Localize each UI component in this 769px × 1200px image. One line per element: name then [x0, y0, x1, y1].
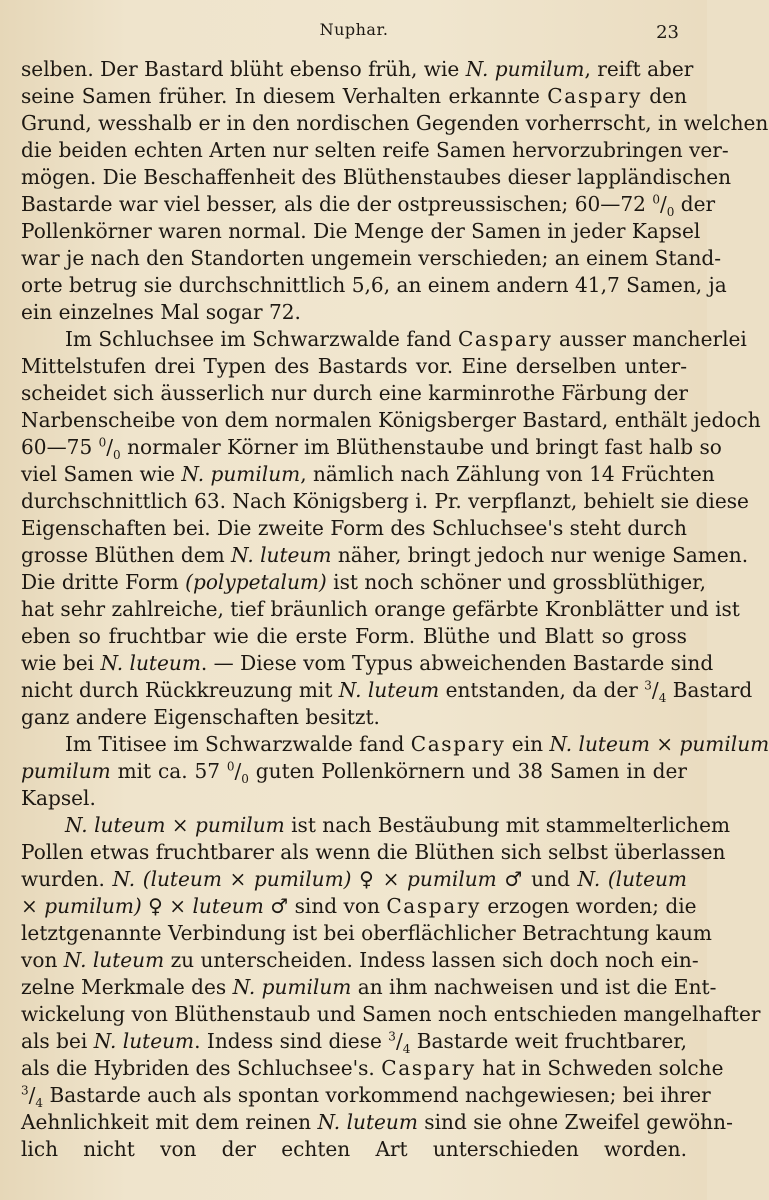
- text-span: sind sie ohne Zweifel gewöhn-: [417, 1110, 733, 1134]
- text-span: Eigenschaften bei. Die zweite Form des Schluchsee's steht durch: [21, 516, 687, 540]
- text-line: [21, 677, 753, 706]
- text-line: [21, 245, 722, 272]
- spaced-name: Caspary: [457, 327, 553, 351]
- text-line: [21, 785, 687, 812]
- text-span: . — Diese vom Typus abweichenden Bastarde sind: [200, 651, 714, 675]
- text-line: [21, 974, 717, 1001]
- text-line: [21, 272, 727, 299]
- text-span: zelne Merkmale des: [21, 975, 233, 999]
- text-span: 0: [666, 205, 675, 220]
- text-line: [21, 758, 687, 785]
- text-line: [21, 380, 687, 407]
- running-title: Nuphar.: [319, 20, 389, 39]
- italic-taxon: N. pumilum: [465, 57, 585, 81]
- text-span: ♀ ×: [351, 867, 408, 891]
- italic-taxon: (polypetalum): [185, 570, 327, 594]
- text-line: [21, 1109, 733, 1136]
- italic-taxon: N. luteum: [100, 651, 201, 675]
- italic-taxon: pumilum: [21, 759, 111, 783]
- italic-taxon: N. luteum: [231, 543, 332, 567]
- text-span: wurden.: [21, 867, 113, 891]
- text-span: den: [641, 84, 688, 108]
- italic-taxon: pumilum: [679, 732, 769, 756]
- text-span: ein: [505, 732, 550, 756]
- text-line: [21, 623, 687, 650]
- italic-taxon: N. luteum: [317, 1110, 418, 1134]
- text-span: ganz andere Eigenschaften besitzt.: [21, 705, 380, 729]
- text-span: ist nach Bestäubung mit stammelterlichem: [284, 813, 731, 837]
- text-span: eben so fruchtbar wie die erste Form. Blüthe und Blatt so gross: [21, 624, 687, 648]
- text-span: Im Titisee im Schwarzwalde fand: [65, 732, 411, 756]
- text-span: /: [395, 1029, 403, 1053]
- text-span: durchschnittlich 63. Nach Königsberg i. Pr. verpflanzt, behielt sie diese: [21, 489, 749, 513]
- text-span: Bastarde weit fruchtbarer,: [410, 1029, 687, 1053]
- page-header: [21, 0, 687, 56]
- text-line: [21, 704, 687, 731]
- text-line: [21, 299, 687, 326]
- italic-taxon: N. (luteum: [577, 867, 687, 891]
- text-span: Bastarde auch als spontan vorkommend nachgewiesen; bei ihrer: [43, 1083, 711, 1107]
- text-span: Kapsel.: [21, 786, 96, 810]
- text-span: zu unterscheiden. Indess lassen sich doch noch ein-: [164, 948, 699, 972]
- text-line: [21, 110, 769, 137]
- italic-taxon: N. (luteum × pumilum): [112, 867, 352, 891]
- text-line: [21, 650, 714, 677]
- text-span: ausser mancherlei: [552, 327, 747, 351]
- text-span: an ihm nachweisen und ist die Ent-: [351, 975, 717, 999]
- text-span: 0: [226, 759, 235, 774]
- text-line: [21, 164, 732, 191]
- text-line: [21, 893, 697, 920]
- text-line: [21, 56, 694, 83]
- text-span: Pollenkörner waren normal. Die Menge der Samen in jeder Kapsel: [21, 219, 701, 243]
- text-span: entstanden, da der: [439, 678, 645, 702]
- text-span: Aehnlichkeit mit dem reinen: [21, 1110, 318, 1134]
- text-span: ♂ und: [496, 867, 578, 891]
- text-line: [21, 434, 722, 463]
- text-span: Bastard: [666, 678, 753, 702]
- text-span: 0: [113, 448, 121, 463]
- text-span: mit ca. 57: [110, 759, 227, 783]
- text-span: hat sehr zahlreiche, tief bräunlich orange gefärbte Kronblätter und ist: [21, 597, 740, 621]
- text-span: war je nach den Standorten ungemein verschieden; an einem Stand-: [21, 246, 722, 270]
- text-line: [21, 1028, 687, 1055]
- text-line: [21, 596, 740, 623]
- spaced-name: Caspary: [410, 732, 506, 756]
- text-span: 0: [98, 435, 107, 450]
- text-span: Bastarde war viel besser, als die der ostpreussischen; 60—72: [21, 192, 653, 216]
- italic-taxon: N. luteum × pumilum: [65, 813, 285, 837]
- text-span: selben. Der Bastard blüht ebenso früh, wie: [21, 57, 466, 81]
- text-span: scheidet sich äusserlich nur durch eine karminrothe Färbung der: [21, 381, 688, 405]
- text-span: orte betrug sie durchschnittlich 5,6, an einem andern 41,7 Samen, ja: [21, 273, 727, 297]
- italic-taxon: N. pumilum: [232, 975, 352, 999]
- text-line: [21, 866, 687, 893]
- text-span: wickelung von Blüthenstaub und Samen noch entschieden mangelhafter: [21, 1002, 761, 1026]
- text-span: der: [674, 192, 716, 216]
- text-line: [21, 1055, 724, 1082]
- page-number: 23: [656, 22, 679, 43]
- text-line: [21, 488, 749, 515]
- text-span: 0: [241, 772, 249, 787]
- text-span: die beiden echten Arten nur selten reife Samen hervorzubringen ver-: [21, 138, 729, 162]
- text-line: [21, 83, 687, 110]
- text-span: /: [28, 1083, 36, 1107]
- spaced-name: Caspary: [547, 84, 642, 108]
- text-span: lich nicht von der echten Art unterschieden worden.: [21, 1137, 687, 1161]
- text-line: [21, 920, 712, 947]
- text-span: Pollen etwas fruchtbarer als wenn die Blüthen sich selbst überlassen: [21, 840, 726, 864]
- text-span: Grund, wesshalb er in den nordischen Gegenden vorherrscht, in welchen: [21, 111, 769, 135]
- text-line: [21, 515, 687, 542]
- text-span: Im Schluchsee im Schwarzwalde fand: [65, 327, 458, 351]
- text-span: Die dritte Form: [21, 570, 186, 594]
- text-span: seine Samen früher. In diesem Verhalten erkannte: [21, 84, 548, 108]
- text-line: [21, 353, 687, 380]
- italic-taxon: N. luteum: [338, 678, 440, 702]
- spaced-name: Caspary: [386, 894, 481, 918]
- text-line: [21, 137, 729, 164]
- text-span: ♂ sind von: [263, 894, 387, 918]
- text-line: [21, 947, 699, 974]
- text-span: grosse Blüthen dem: [21, 543, 232, 567]
- text-line: [21, 1001, 761, 1028]
- text-span: /: [659, 192, 667, 216]
- text-span: als die Hybriden des Schluchsee's.: [21, 1056, 382, 1080]
- text-span: mögen. Die Beschaffenheit des Blüthenstaubes dieser lappländischen: [21, 165, 732, 189]
- text-span: 3: [644, 678, 652, 693]
- text-span: Mittelstufen drei Typen des Bastards vor. Eine derselben unter-: [21, 354, 687, 378]
- italic-taxon: luteum: [192, 894, 264, 918]
- text-span: /: [106, 435, 114, 459]
- text-span: viel Samen wie: [21, 462, 182, 486]
- italic-taxon: × pumilum): [21, 894, 142, 918]
- text-span: 60—75: [21, 435, 99, 459]
- italic-taxon: pumilum: [407, 867, 497, 891]
- text-span: , reift aber: [584, 57, 694, 81]
- text-line: [21, 1136, 687, 1163]
- text-span: ist noch schöner und grossblüthiger,: [326, 570, 706, 594]
- text-span: 0: [652, 192, 660, 207]
- text-span: ♀ ×: [141, 894, 193, 918]
- text-span: nicht durch Rückkreuzung mit: [21, 678, 339, 702]
- text-span: als bei: [21, 1029, 94, 1053]
- text-span: wie bei: [21, 651, 101, 675]
- text-span: 4: [658, 691, 667, 706]
- text-span: normaler Körner im Blüthenstaube und bringt fast halb so: [120, 435, 722, 459]
- text-span: von: [21, 948, 64, 972]
- text-span: 3: [21, 1083, 29, 1098]
- text-span: 3: [388, 1029, 396, 1044]
- text-span: letztgenannte Verbindung ist bei oberflächlicher Betrachtung kaum: [21, 921, 712, 945]
- text-line: [21, 461, 715, 488]
- text-span: . Indess sind diese: [194, 1029, 389, 1053]
- italic-taxon: N. luteum: [93, 1029, 195, 1053]
- text-line: [21, 326, 747, 353]
- body-text: [21, 56, 769, 1163]
- text-line: [21, 569, 706, 596]
- text-line: [21, 1082, 711, 1111]
- text-span: /: [234, 759, 242, 783]
- text-span: guten Pollenkörnern und 38 Samen in der: [248, 759, 687, 783]
- text-span: /: [651, 678, 659, 702]
- text-span: 4: [402, 1042, 411, 1057]
- italic-taxon: N. luteum: [63, 948, 165, 972]
- italic-taxon: N. pumilum: [181, 462, 301, 486]
- text-span: näher, bringt jedoch nur wenige Samen.: [331, 543, 749, 567]
- text-span: , nämlich nach Zählung von 14 Früchten: [300, 462, 715, 486]
- text-span: hat in Schweden solche: [475, 1056, 724, 1080]
- text-span: erzogen worden; die: [480, 894, 697, 918]
- text-line: [21, 407, 761, 434]
- text-line: [21, 542, 749, 569]
- text-span: 4: [35, 1096, 44, 1111]
- text-span: ein einzelnes Mal sogar 72.: [21, 300, 301, 324]
- text-span: Narbenscheibe von dem normalen Königsberger Bastard, enthält jedoch: [21, 408, 761, 432]
- italic-taxon: N. luteum: [549, 732, 650, 756]
- text-line: [21, 218, 701, 245]
- text-line: [21, 191, 716, 220]
- text-line: [21, 731, 769, 758]
- text-span: ×: [649, 732, 680, 756]
- spaced-name: Caspary: [381, 1056, 476, 1080]
- text-line: [21, 812, 731, 839]
- text-line: [21, 839, 726, 866]
